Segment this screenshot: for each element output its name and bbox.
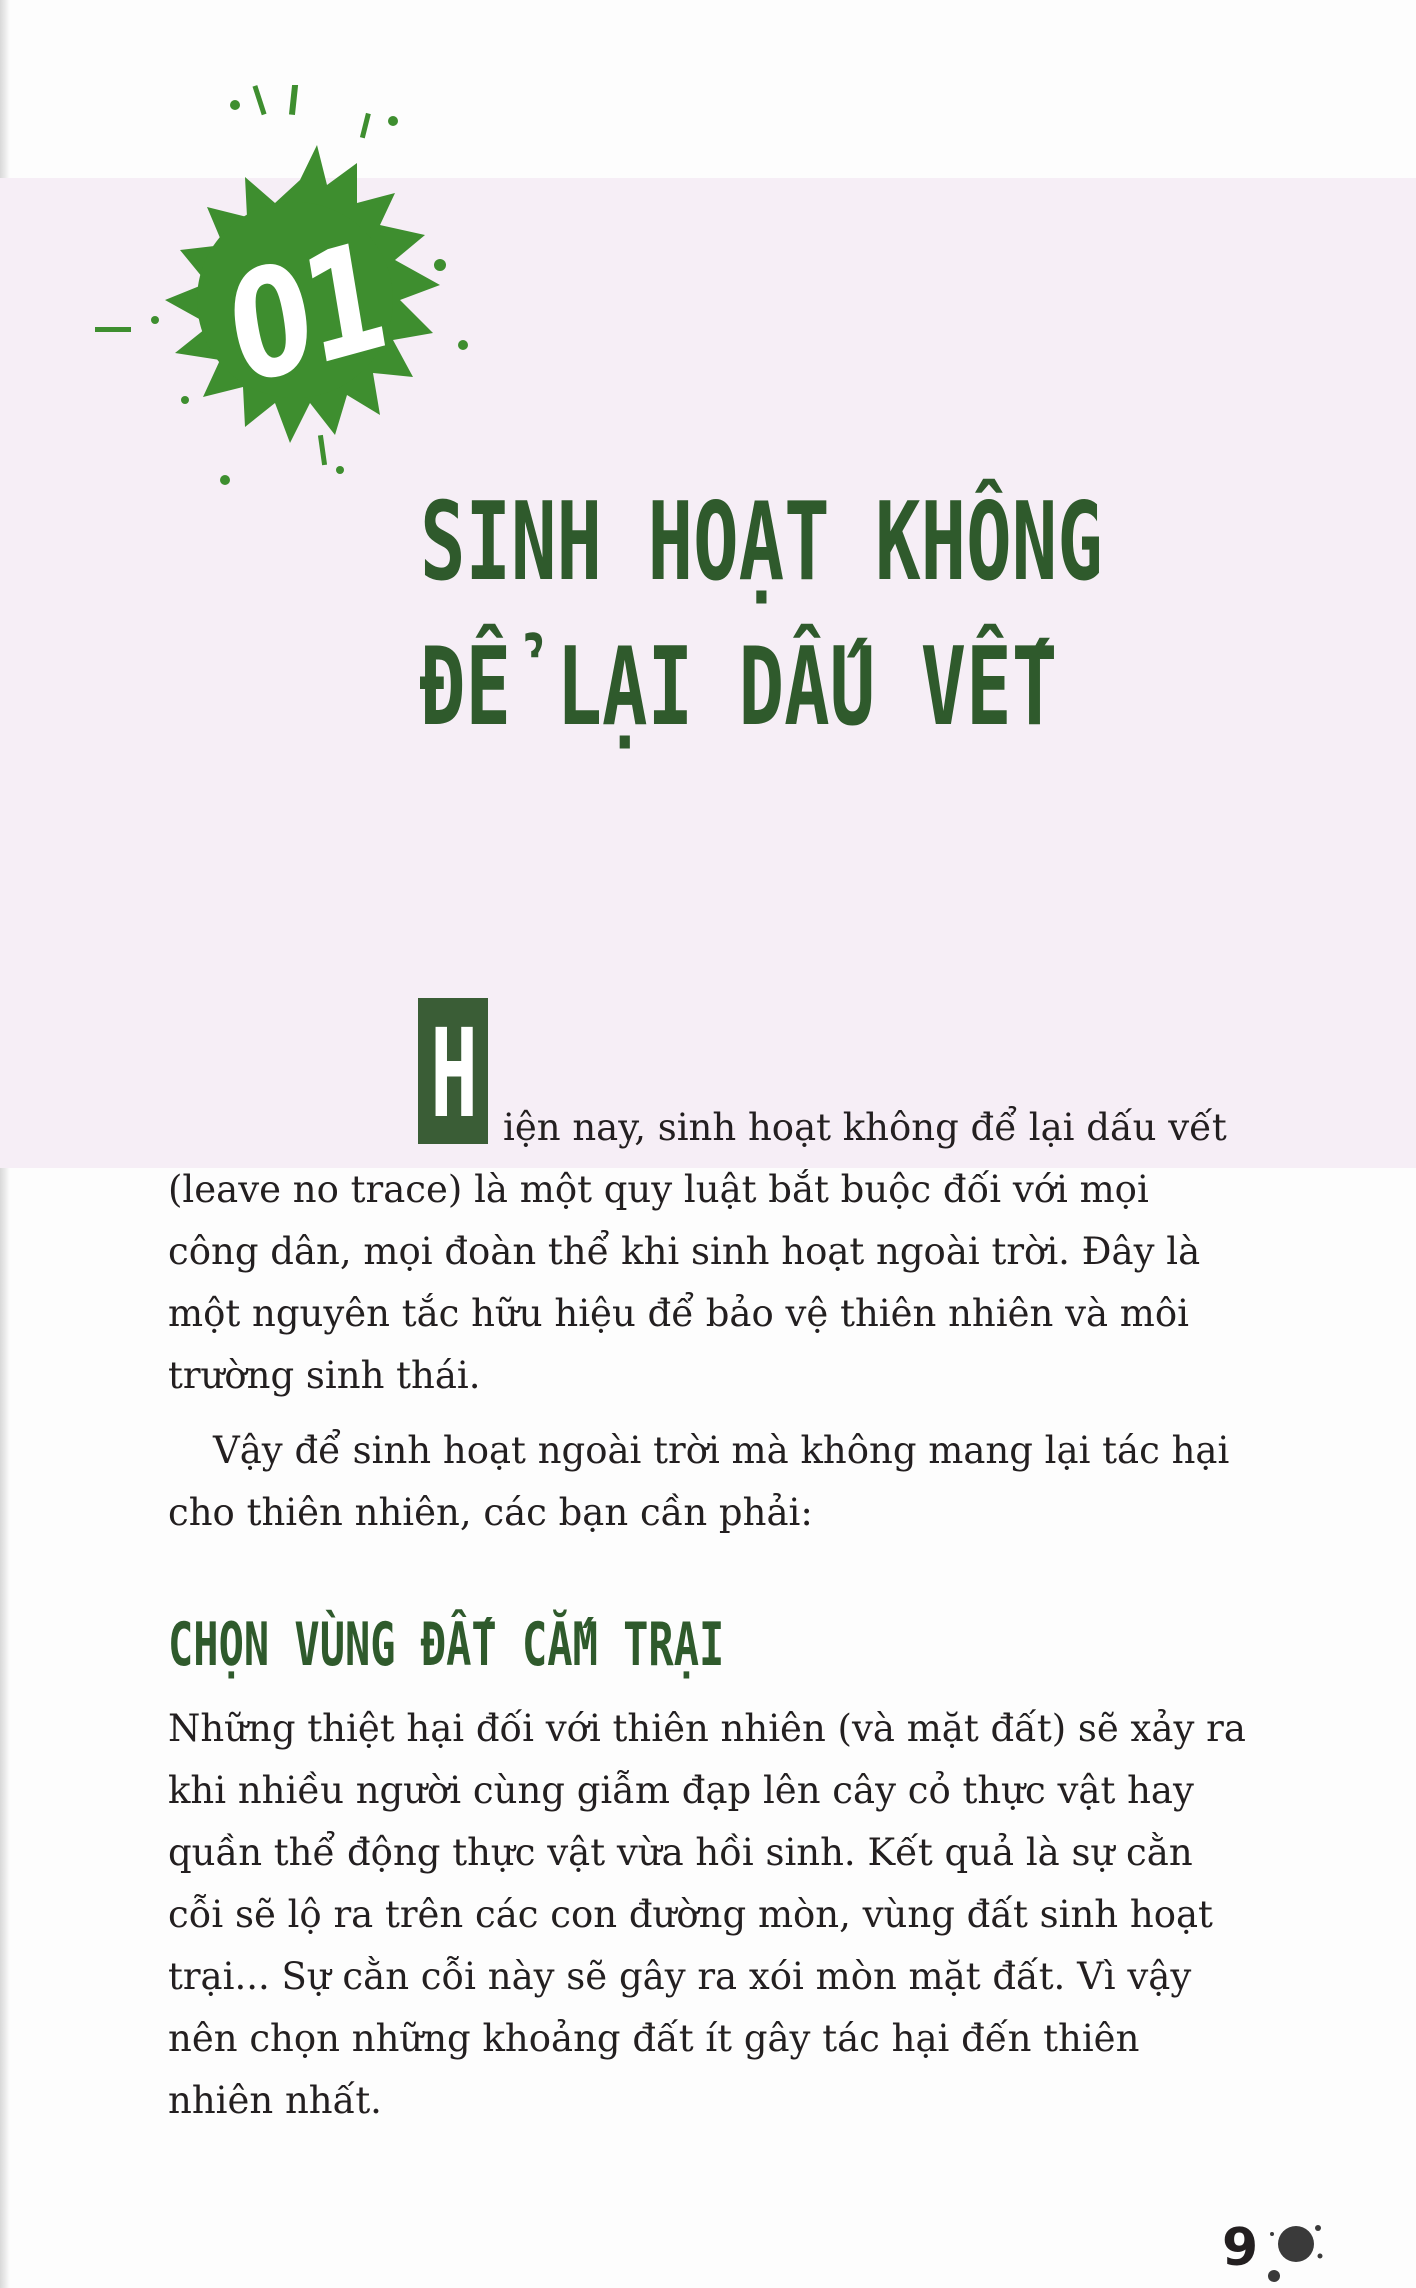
intro-paragraph <box>168 1097 1248 1407</box>
paragraph-requirements: Vậy để sinh hoạt ngoài trời mà không mang lại tác hại cho thiên nhiên, các bạn cần phải: <box>168 1429 1230 1534</box>
page-number: 9 <box>1222 2218 1259 2278</box>
chapter-number: 01 <box>217 209 393 421</box>
drop-cap-letter: H <box>430 1003 478 1145</box>
chapter-title-line2: ĐỂ LẠI DẤU VẾT <box>420 625 1058 750</box>
ink-dot-icon <box>1260 2216 1330 2286</box>
intro-rest: (leave no trace) là một quy luật bắt buộc đối với mọi công dân, mọi đoàn thể khi sinh hoạt ngoài trời. Đây là một nguyên tắc hữu hiệu để bảo vệ thiên nhiên và môi trường sinh thái. <box>168 1168 1201 1397</box>
intro-first-line: iện nay, sinh hoạt không để lại dấu vết <box>503 1106 1227 1149</box>
section-heading: CHỌN VÙNG ĐẤT CẮM TRẠI <box>168 1610 725 1680</box>
chapter-title <box>420 470 1103 760</box>
chapter-title-line1: SINH HOẠT KHÔNG <box>420 480 1103 605</box>
section-paragraph: Những thiệt hại đối với thiên nhiên (và mặt đất) sẽ xảy ra khi nhiều người cùng giẫm đạp lên cây cỏ thực vật hay quần thể động thực vật vừa hồi sinh. Kết quả là sự cằn cỗi sẽ lộ ra trên các con đường mòn, vùng đất sinh hoạt trại... Sự cằn cỗi này sẽ gây ra xói mòn mặt đất. Vì vậy nên chọn những khoảng đất ít gây tác hại đến thiên nhiên nhất. <box>168 1707 1246 2122</box>
